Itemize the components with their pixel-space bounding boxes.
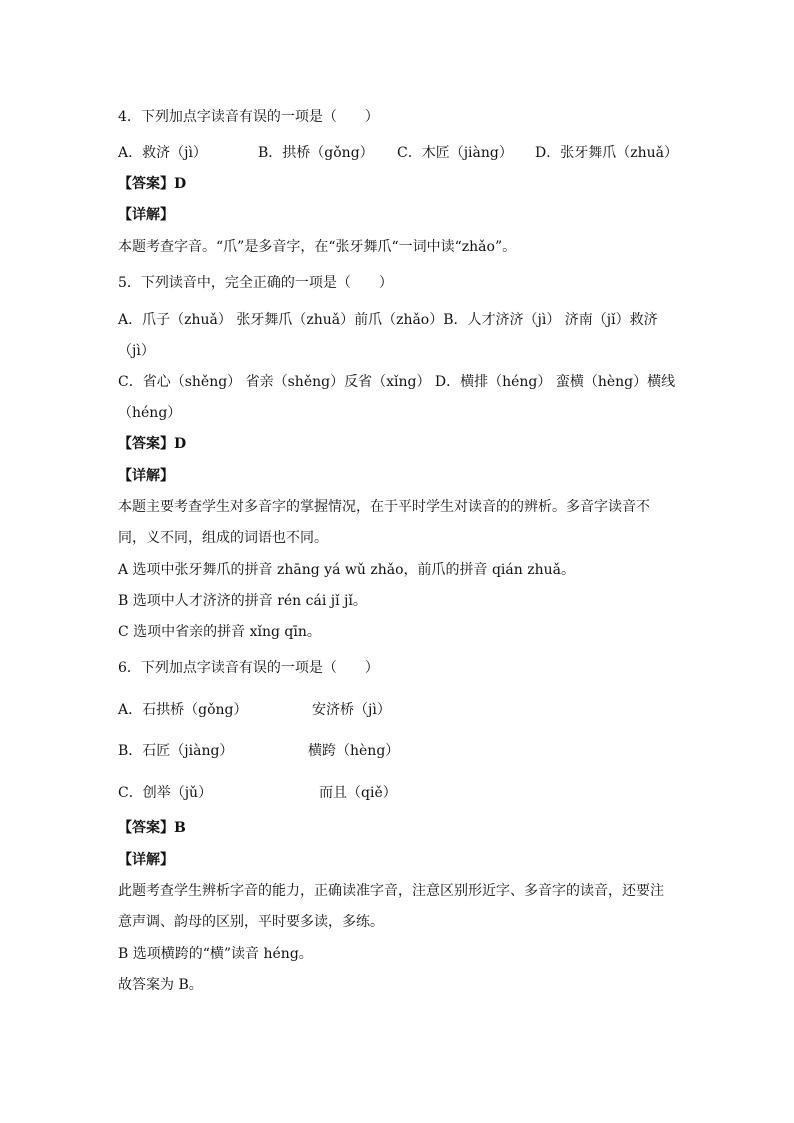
q6-answer: 【答案】B [118, 820, 186, 836]
q4-option-c: C．木匠（jiàng） [397, 145, 513, 161]
q5-option-cd-cont: （héng） [118, 405, 182, 421]
q5-option-ab-cont: （jì） [118, 343, 155, 359]
q4-option-a: A．救济（jì） [118, 145, 207, 161]
q4-answer: 【答案】D [118, 176, 187, 192]
q5-option-cd: C．省心（shěng） 省亲（shěng）反省（xǐng） D．横排（héng） 蛮横（hèng）横线 [118, 374, 676, 390]
q4-detail: 本题考查字音。“爪”是多音字，在“张牙舞爪“一词中读“zhǎo”。 [118, 239, 517, 255]
q5-detail-heading: 【详解】 [118, 468, 174, 484]
q5-detail-b: B 选项中人才济济的拼音 rén cái jǐ jǐ。 [118, 593, 367, 609]
q4-option-b: B．拱桥（gǒng） [258, 145, 374, 161]
q5-option-ab: A．爪子（zhuǎ） 张牙舞爪（zhuǎ）前爪（zhǎo）B．人才济济（jì） 济南（jǐ）救济 [118, 312, 658, 328]
q6-option-c-left: C．创举（jǔ） [118, 785, 213, 801]
q6-detail-heading: 【详解】 [118, 852, 174, 868]
q5-detail-c: C 选项中省亲的拼音 xǐng qīn。 [118, 624, 321, 640]
q6-detail-4: 故答案为 B。 [118, 977, 203, 993]
q4-option-d: D．张牙舞爪（zhuǎ） [535, 145, 678, 161]
q6-option-b-right: 横跨（hèng） [308, 743, 400, 759]
q6-detail-3: B 选项横跨的“横”读音 héng。 [118, 946, 313, 962]
q5-detail-2: 同，义不同，组成的词语也不同。 [118, 530, 328, 546]
q5-stem: 5．下列读音中，完全正确的一项是（ ） [118, 275, 393, 291]
q5-answer: 【答案】D [118, 436, 187, 452]
q6-option-a-right: 安济桥（jì） [312, 702, 391, 718]
q6-option-a-left: A．石拱桥（gǒng） [118, 702, 248, 718]
q6-detail-1: 此题考查学生辨析字音的能力，正确读准字音，注意区别形近字、多音字的读音，还要注 [118, 883, 664, 899]
q6-detail-2: 意声调、韵母的区别，平时要多读，多练。 [118, 914, 384, 930]
q6-option-b-left: B．石匠（jiàng） [118, 743, 234, 759]
q5-detail-a: A 选项中张牙舞爪的拼音 zhāng yá wǔ zhǎo，前爪的拼音 qián zhuǎ。 [118, 562, 575, 578]
q6-option-c-right: 而且（qiě） [319, 785, 397, 801]
q5-detail-1: 本题主要考查学生对多音字的掌握情况，在于平时学生对读音的的辨析。多音字读音不 [118, 499, 650, 515]
q4-detail-heading: 【详解】 [118, 207, 174, 223]
q4-stem: 4．下列加点字读音有误的一项是（ ） [118, 109, 379, 125]
q6-stem: 6．下列加点字读音有误的一项是（ ） [118, 660, 379, 676]
